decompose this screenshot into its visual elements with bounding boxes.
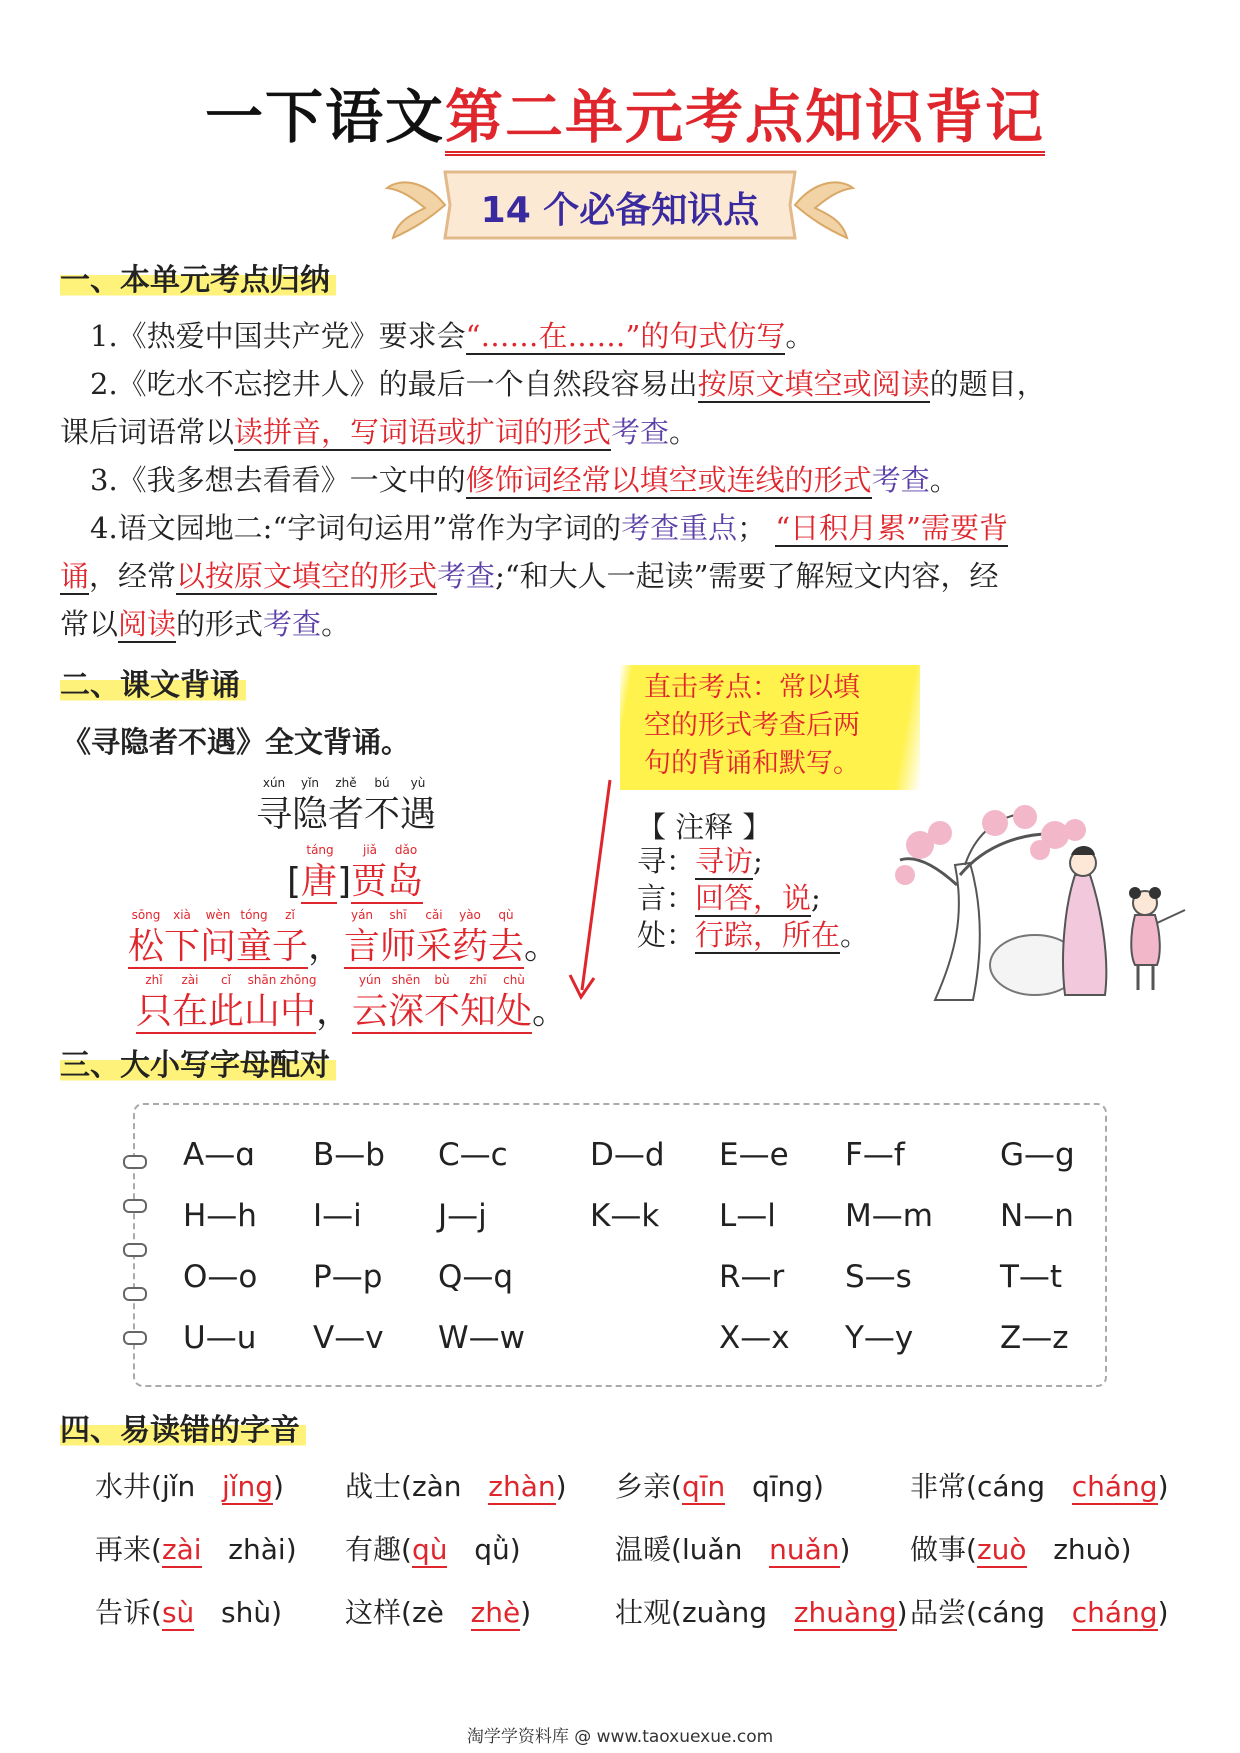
- letter-pair: Y—y: [845, 1320, 914, 1356]
- pron-word: 战士: [345, 1470, 402, 1503]
- text: 的形式: [176, 607, 264, 641]
- pinyin-option: cháng: [1071, 1596, 1158, 1629]
- paren: (: [401, 1533, 412, 1566]
- red-text: “……在……”的句式仿写: [465, 319, 786, 353]
- pron-word: 告诉: [95, 1596, 152, 1629]
- pinyin: táng: [306, 843, 334, 857]
- note-item: [637, 843, 869, 880]
- paren: ): [1120, 1533, 1132, 1566]
- pinyin: chù: [503, 973, 525, 987]
- red-text: “日积月累”需要背: [775, 511, 1008, 545]
- poem-author: [287, 853, 423, 904]
- pron-item: [615, 1465, 824, 1505]
- letter-pair: Z—z: [1000, 1320, 1069, 1356]
- pinyin: wèn: [205, 908, 231, 922]
- spacer: [1027, 1533, 1054, 1566]
- verse: 言师采药去: [344, 926, 525, 967]
- spacer: [447, 1533, 474, 1566]
- note-key: 处：: [637, 918, 696, 952]
- pinyin: cǎi: [425, 908, 443, 922]
- pron-item: [345, 1528, 521, 1568]
- paren: ): [285, 1533, 297, 1566]
- note-key: 言：: [637, 881, 696, 915]
- poem-intro: 《寻隐者不遇》全文背诵。: [62, 725, 411, 759]
- pinyin-option: nuǎn: [769, 1533, 840, 1566]
- pron-word: 壮观: [615, 1596, 672, 1629]
- letter-pair: U—u: [183, 1320, 257, 1356]
- letter-pair: H—h: [183, 1198, 257, 1234]
- spacer: [444, 1596, 471, 1629]
- pinyin: bú: [374, 776, 390, 790]
- paren: (: [151, 1596, 162, 1629]
- section-heading-1: 一、本单元考点归纳: [60, 255, 336, 299]
- bracket: [: [287, 861, 302, 902]
- red-text: 修饰词经常以填空或连线的形式: [465, 463, 872, 497]
- pinyin: zài: [181, 973, 199, 987]
- letter-pair: F—f: [845, 1137, 905, 1173]
- callout-line: 句的背诵和默写。: [644, 748, 860, 779]
- callout-line: 直击考点：常以填: [644, 672, 860, 703]
- bracket: ]: [337, 861, 352, 902]
- ring-icon: [123, 1243, 147, 1257]
- pinyin-option: qīng: [751, 1470, 814, 1503]
- letter-pair: P—p: [313, 1259, 383, 1295]
- punct: 。: [524, 926, 561, 967]
- letter-pair: N—n: [1000, 1198, 1074, 1234]
- paren: (: [671, 1596, 682, 1629]
- letter-pair: K—k: [590, 1198, 660, 1234]
- letter-pair: X—x: [719, 1320, 790, 1356]
- pinyin: shī: [389, 908, 407, 922]
- paren: (: [671, 1533, 682, 1566]
- pinyin-option: qīn: [681, 1470, 726, 1503]
- pron-item: [345, 1465, 567, 1505]
- letter-pair: V—v: [313, 1320, 384, 1356]
- pron-word: 非常: [910, 1470, 967, 1503]
- letter-pair: Q—q: [438, 1259, 514, 1295]
- letter-pair: W—w: [438, 1320, 526, 1356]
- s1-para-5: [90, 504, 1008, 552]
- pinyin-option: cáng: [976, 1470, 1046, 1503]
- letter-pair: A—ɑ: [183, 1137, 255, 1173]
- letter-pair: L—l: [719, 1198, 776, 1234]
- paren: ): [271, 1596, 283, 1629]
- poem-line-1: [128, 918, 560, 969]
- s1-para-1: [90, 312, 814, 360]
- banner-text: 14 个必备知识点: [480, 190, 760, 231]
- paren: ): [839, 1533, 851, 1566]
- s1-para-2: [90, 360, 1046, 408]
- pinyin-option: zàn: [411, 1470, 462, 1503]
- paren: (: [966, 1470, 977, 1503]
- red-text: 诵: [60, 559, 90, 593]
- pinyin-option: jǐng: [221, 1470, 274, 1503]
- text: 4.语文园地二:“字词句运用”常作为字词的: [90, 511, 622, 545]
- illustration-tree-figures-icon: [895, 805, 1190, 1005]
- pinyin-option: zài: [161, 1533, 202, 1566]
- pinyin-option: sù: [161, 1596, 195, 1629]
- paren: ): [273, 1470, 284, 1503]
- pinyin: zhě: [335, 776, 357, 790]
- punct: 。: [840, 918, 870, 952]
- text: 的题目，: [929, 367, 1046, 401]
- punct: ，: [316, 991, 353, 1032]
- pron-item: [95, 1465, 284, 1505]
- paren: ): [813, 1470, 824, 1503]
- callout-line: 空的形式考查后两: [644, 710, 860, 741]
- text: 课后词语常以: [60, 415, 235, 449]
- ring-icon: [123, 1155, 147, 1169]
- pron-item: [615, 1528, 850, 1568]
- letter-pair: T—t: [1000, 1259, 1063, 1295]
- pinyin: tóng: [240, 908, 268, 922]
- pinyin-option: zhuàng: [793, 1596, 897, 1629]
- pinyin-option: qǜ: [474, 1533, 510, 1566]
- letter-pair: O—o: [183, 1259, 258, 1295]
- red-text: 以按原文填空的形式: [176, 559, 438, 593]
- letter-pair: J—j: [438, 1198, 487, 1234]
- note-value: 寻访: [695, 844, 754, 878]
- pron-word: 品尝: [910, 1596, 967, 1629]
- punct: ;: [811, 881, 821, 915]
- dynasty: 唐: [301, 861, 338, 902]
- pron-item: [95, 1591, 282, 1631]
- pinyin-option: luǎn: [681, 1533, 743, 1566]
- pron-word: 再来: [95, 1533, 152, 1566]
- note-key: 寻：: [637, 844, 696, 878]
- pinyin-option: zhàn: [488, 1470, 556, 1503]
- pinyin: yǐn: [300, 776, 320, 790]
- pinyin-option: cháng: [1071, 1470, 1158, 1503]
- text: 。: [929, 463, 959, 497]
- pinyin-option: zhuò: [1053, 1533, 1121, 1566]
- pinyin: yún: [358, 973, 382, 987]
- pron-item: [615, 1591, 908, 1631]
- letter-pair: C—c: [438, 1137, 508, 1173]
- s1-para-4: [90, 456, 959, 504]
- text: 常以: [60, 607, 119, 641]
- paren: ): [1157, 1470, 1169, 1503]
- notes-list: [637, 843, 869, 954]
- callout-highlight: [620, 665, 920, 790]
- letter-pair: M—m: [845, 1198, 933, 1234]
- note-item: [637, 880, 869, 917]
- note-value: 行踪，所在: [695, 918, 841, 952]
- pinyin-option: qù: [411, 1533, 448, 1566]
- purple-text: 考查: [263, 607, 322, 641]
- punct: 。: [532, 991, 569, 1032]
- purple-text: 考查: [871, 463, 930, 497]
- spacer: [462, 1470, 489, 1503]
- alphabet-box: [133, 1103, 1107, 1387]
- red-text: 阅读: [118, 607, 177, 641]
- pinyin-option: zhài: [228, 1533, 286, 1566]
- pinyin-option: shù: [221, 1596, 272, 1629]
- ring-icon: [123, 1199, 147, 1213]
- section-heading-2: 二、课文背诵: [60, 660, 246, 704]
- page-title: [205, 70, 1045, 154]
- spacer: [1045, 1596, 1072, 1629]
- letter-pair: S—s: [845, 1259, 912, 1295]
- author: 贾岛: [351, 861, 424, 902]
- pinyin: qù: [498, 908, 514, 922]
- pinyin: shān: [247, 973, 277, 987]
- poem-line-2: [136, 983, 568, 1034]
- letter-pair: D—d: [590, 1137, 665, 1173]
- paren: (: [401, 1470, 412, 1503]
- text: ；: [737, 511, 767, 545]
- pron-item: [910, 1528, 1132, 1568]
- paren: (: [966, 1596, 977, 1629]
- pinyin: xià: [173, 908, 191, 922]
- title-red: 第二单元考点知识背记: [445, 83, 1045, 156]
- verse: 云深不知处: [352, 991, 533, 1032]
- red-text: 按原文填空或阅读: [697, 367, 930, 401]
- text: 2.《吃水不忘挖井人》的最后一个自然段容易出: [90, 367, 698, 401]
- pron-word: 做事: [910, 1533, 967, 1566]
- title-black: 一下语文: [205, 83, 446, 151]
- letter-pair: G—g: [1000, 1137, 1075, 1173]
- pron-word: 有趣: [345, 1533, 402, 1566]
- note-value: 回答，说: [695, 881, 812, 915]
- pinyin: zǐ: [285, 908, 295, 922]
- pinyin: cǐ: [221, 973, 231, 987]
- pinyin: shēn: [391, 973, 421, 987]
- pinyin-option: jǐn: [161, 1470, 196, 1503]
- pinyin: zhǐ: [145, 973, 163, 987]
- ring-icon: [123, 1331, 147, 1345]
- pinyin: yán: [350, 908, 374, 922]
- text: 3.《我多想去看看》一文中的: [90, 463, 466, 497]
- pron-item: [910, 1591, 1169, 1631]
- banner: [385, 160, 855, 250]
- spacer: [725, 1470, 752, 1503]
- spacer: [202, 1533, 229, 1566]
- pinyin: zhōng: [280, 973, 317, 987]
- spacer: [194, 1596, 221, 1629]
- text: ，经常: [89, 559, 177, 593]
- verse: 松下问童子: [128, 926, 309, 967]
- pron-word: 这样: [345, 1596, 402, 1629]
- pinyin: yù: [410, 776, 426, 790]
- footer: 淘学学资料库 @ www.taoxuexue.com: [466, 1727, 774, 1747]
- paren: ): [509, 1533, 521, 1566]
- pinyin: xún: [262, 776, 286, 790]
- pinyin: yào: [459, 908, 481, 922]
- notes-header: 【 注释 】: [637, 810, 772, 844]
- paren: ): [555, 1470, 567, 1503]
- spacer: [1045, 1470, 1072, 1503]
- pron-item: [910, 1465, 1169, 1505]
- pinyin-option: zuò: [976, 1533, 1027, 1566]
- spacer: [195, 1470, 222, 1503]
- text: 1.《热爱中国共产党》要求会: [90, 319, 466, 353]
- pinyin-option: zuàng: [681, 1596, 768, 1629]
- spacer: [742, 1533, 769, 1566]
- letter-pair: R—r: [719, 1259, 785, 1295]
- paren: (: [966, 1533, 977, 1566]
- spacer: [767, 1596, 794, 1629]
- note-item: [637, 917, 869, 954]
- pinyin: bù: [434, 973, 450, 987]
- paren: ): [520, 1596, 532, 1629]
- pron-item: [95, 1528, 297, 1568]
- paren: (: [671, 1470, 682, 1503]
- punct: ，: [308, 926, 345, 967]
- poem-title: 寻隐者不遇: [256, 794, 437, 835]
- purple-text: 考查重点: [621, 511, 738, 545]
- letter-pair: B—b: [313, 1137, 385, 1173]
- verse: 只在此山中: [136, 991, 317, 1032]
- paren: ): [896, 1596, 908, 1629]
- s1-para-6: [60, 552, 999, 600]
- punct: ;: [753, 844, 763, 878]
- red-arrow-icon: [560, 775, 620, 1005]
- pron-word: 温暖: [615, 1533, 672, 1566]
- text: 。: [321, 607, 351, 641]
- pinyin: sōng: [131, 908, 161, 922]
- pinyin: jiǎ: [362, 843, 378, 857]
- pinyin-option: zhè: [470, 1596, 521, 1629]
- s1-para-7: [60, 600, 350, 648]
- pron-item: [345, 1591, 531, 1631]
- paren: (: [151, 1533, 162, 1566]
- s1-para-3: [60, 408, 698, 456]
- paren: ): [1157, 1596, 1169, 1629]
- letter-pair: I—i: [313, 1198, 362, 1234]
- paren: (: [401, 1596, 412, 1629]
- text: 。: [785, 319, 815, 353]
- section-heading-3: 三、大小写字母配对: [60, 1040, 336, 1084]
- purple-text: 考查: [437, 559, 496, 593]
- red-text: 读拼音，写词语或扩词的形式: [234, 415, 612, 449]
- pron-word: 水井: [95, 1470, 152, 1503]
- text: ;“和大人一起读”需要了解短文内容，经: [495, 559, 999, 593]
- pinyin-option: cáng: [976, 1596, 1046, 1629]
- letter-pair: E—e: [719, 1137, 789, 1173]
- pron-word: 乡亲: [615, 1470, 672, 1503]
- ring-icon: [123, 1287, 147, 1301]
- section-heading-4: 四、易读错的字音: [60, 1405, 306, 1449]
- pinyin: dǎo: [394, 843, 418, 857]
- paren: (: [151, 1470, 162, 1503]
- pinyin: zhī: [469, 973, 487, 987]
- purple-text: 考查: [611, 415, 670, 449]
- text: 。: [669, 415, 699, 449]
- pinyin-option: zè: [411, 1596, 444, 1629]
